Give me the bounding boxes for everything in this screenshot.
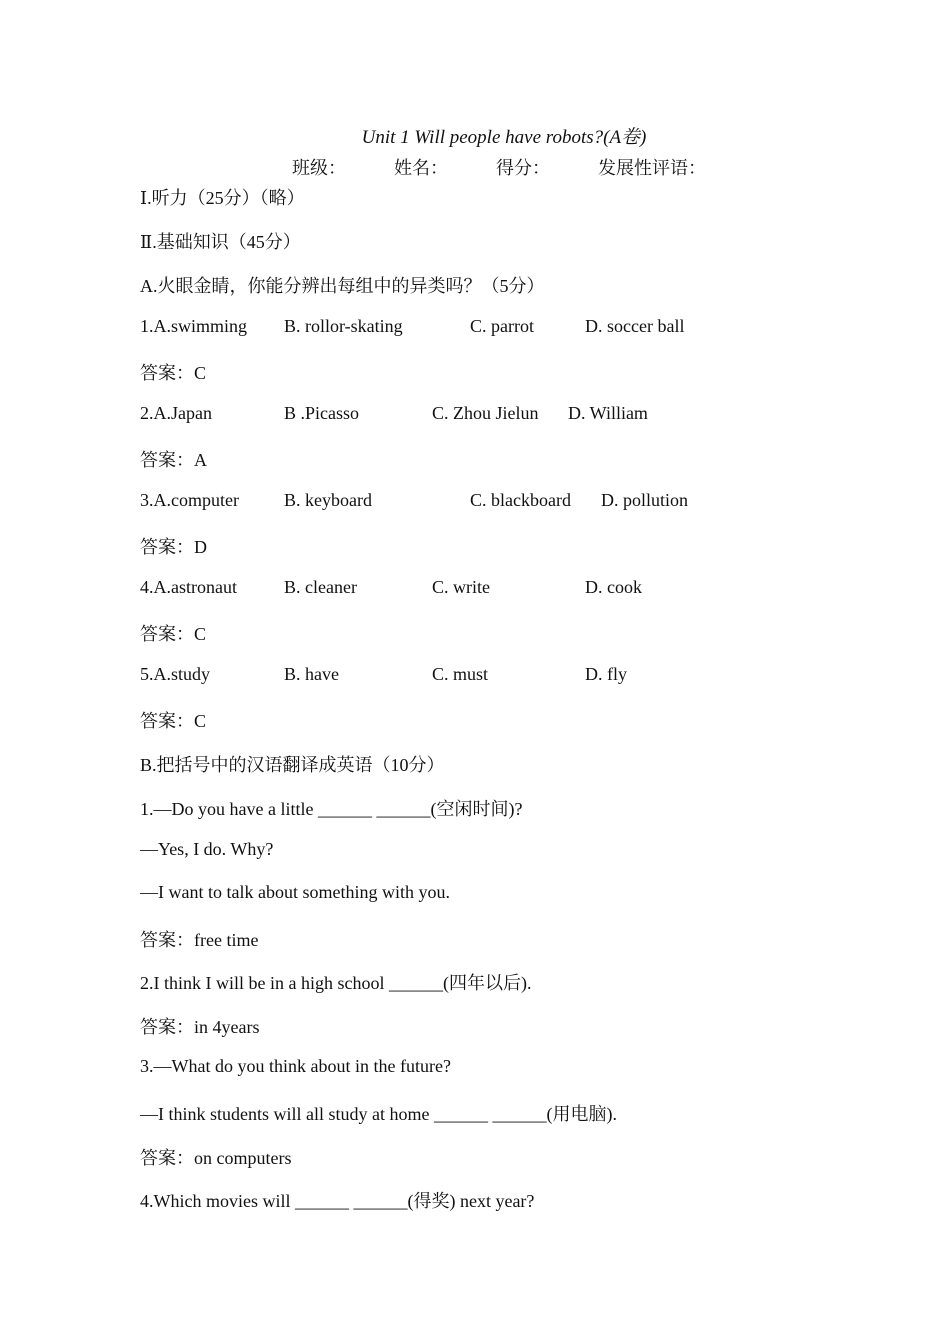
name-label: 姓名： — [394, 158, 448, 178]
option-a: 3.A.computer — [140, 490, 239, 510]
comment-label: 发展性评语： — [598, 158, 706, 178]
text-line: 1.—Do you have a little ______ ______(空闲时间)? — [140, 799, 523, 819]
option-c: C. must — [432, 664, 489, 684]
option-a: 2.A.Japan — [140, 403, 212, 423]
option-b: B. cleaner — [284, 577, 357, 597]
page-title: Unit 1 Will people have robots?(A卷) — [361, 127, 647, 148]
answer-line: 答案：C — [140, 363, 207, 383]
option-d: D. William — [568, 403, 648, 423]
option-d: D. soccer ball — [585, 316, 685, 336]
answer-line: 答案：in 4years — [140, 1017, 260, 1037]
part-b-heading: B.把括号中的汉语翻译成英语（10分） — [140, 755, 445, 775]
class-label: 班级： — [292, 158, 346, 178]
option-b: B. rollor-skating — [284, 316, 403, 336]
option-c: C. parrot — [470, 316, 534, 336]
option-d: D. pollution — [601, 490, 689, 510]
option-c: C. blackboard — [470, 490, 571, 510]
option-b: B. keyboard — [284, 490, 372, 510]
text-line: —I want to talk about something with you. — [140, 882, 450, 902]
option-d: D. cook — [585, 577, 642, 597]
answer-line: 答案：C — [140, 624, 207, 644]
option-a: 5.A.study — [140, 664, 211, 684]
part-a-heading: A.火眼金睛，你能分辨出每组中的异类吗？（5分） — [140, 276, 545, 296]
answer-line: 答案：D — [140, 537, 207, 557]
option-a: 1.A.swimming — [140, 316, 248, 336]
option-d: D. fly — [585, 664, 627, 684]
text-line: —Yes, I do. Why? — [140, 839, 274, 859]
student-info-row — [292, 154, 754, 180]
answer-line: 答案：free time — [140, 930, 259, 950]
section-listening: Ⅰ.听力（25分）（略） — [140, 188, 305, 208]
answer-line: 答案：C — [140, 711, 207, 731]
score-label: 得分： — [496, 158, 550, 178]
option-c: C. write — [432, 577, 490, 597]
section-basics: Ⅱ.基础知识（45分） — [140, 232, 301, 252]
answer-line: 答案：on computers — [140, 1148, 292, 1168]
text-line: 2.I think I will be in a high school ______(四年以后). — [140, 973, 532, 993]
answer-line: 答案：A — [140, 450, 207, 470]
option-c: C. Zhou Jielun — [432, 403, 539, 423]
option-b: B. have — [284, 664, 339, 684]
option-a: 4.A.astronaut — [140, 577, 237, 597]
option-b: B .Picasso — [284, 403, 360, 423]
text-line: 3.—What do you think about in the future? — [140, 1056, 451, 1076]
text-line: 4.Which movies will ______ ______(得奖) next year? — [140, 1191, 535, 1211]
text-line: —I think students will all study at home ______ ______(用电脑). — [140, 1104, 617, 1124]
